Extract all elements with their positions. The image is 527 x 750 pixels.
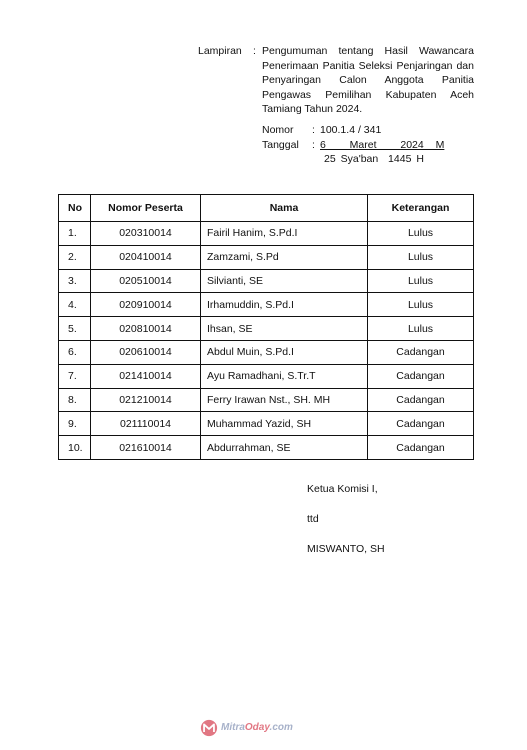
hijri-date: 25 Sya'ban 1445 H xyxy=(324,153,424,165)
table-row xyxy=(59,412,474,436)
cell-nomor-peserta: 021210014 xyxy=(91,388,201,412)
nomor-label: Nomor xyxy=(262,124,294,136)
cell-nama: Ayu Ramadhani, S.Tr.T xyxy=(201,364,368,388)
cell-keterangan: Cadangan xyxy=(368,436,474,460)
table-row xyxy=(59,269,474,293)
cell-nama: Zamzami, S.Pd xyxy=(201,245,368,269)
tanggal-label: Tanggal xyxy=(262,138,299,151)
watermark-brand-part2: Oday xyxy=(244,722,270,733)
header-no: No xyxy=(59,195,91,222)
cell-no: 9. xyxy=(59,412,91,436)
table-row xyxy=(59,388,474,412)
cell-nomor-peserta: 020310014 xyxy=(91,222,201,246)
cell-no: 5. xyxy=(59,317,91,341)
cell-no: 6. xyxy=(59,340,91,364)
table-row xyxy=(59,317,474,341)
cell-no: 3. xyxy=(59,269,91,293)
cell-no: 7. xyxy=(59,364,91,388)
watermark-brand xyxy=(221,723,293,733)
cell-keterangan: Lulus xyxy=(368,293,474,317)
nomor-value: 100.1.4 / 341 xyxy=(320,124,382,136)
cell-nama: Abdul Muin, S.Pd.I xyxy=(201,340,368,364)
watermark-brand-part1: Mitra xyxy=(221,722,245,733)
cell-nama: Muhammad Yazid, SH xyxy=(201,412,368,436)
watermark xyxy=(200,719,293,737)
lampiran-label: Lampiran xyxy=(198,45,242,57)
cell-nama: Fairil Hanim, S.Pd.I xyxy=(201,222,368,246)
cell-nomor-peserta: 020610014 xyxy=(91,340,201,364)
cell-nama: Silvianti, SE xyxy=(201,269,368,293)
nomor-colon: : xyxy=(312,124,315,136)
cell-nama: Ferry Irawan Nst., SH. MH xyxy=(201,388,368,412)
cell-nomor-peserta: 021110014 xyxy=(91,412,201,436)
lampiran-colon: : xyxy=(253,45,256,57)
cell-keterangan: Cadangan xyxy=(368,412,474,436)
cell-nama: Ihsan, SE xyxy=(201,317,368,341)
table-row xyxy=(59,245,474,269)
lampiran-text: Pengumuman tentang Hasil Wawancara Penerimaan Panitia Seleksi Penjaringan dan Penyaringan Calon Anggota Panitia Pengawas Pemilihan Kabupaten Aceh Tamiang Tahun 2024. xyxy=(262,45,474,115)
cell-nomor-peserta: 020910014 xyxy=(91,293,201,317)
cell-keterangan: Lulus xyxy=(368,245,474,269)
cell-no: 2. xyxy=(59,245,91,269)
cell-nomor-peserta: 021610014 xyxy=(91,436,201,460)
table-row xyxy=(59,340,474,364)
cell-no: 8. xyxy=(59,388,91,412)
table-row xyxy=(59,436,474,460)
table-row xyxy=(59,293,474,317)
cell-keterangan: Cadangan xyxy=(368,388,474,412)
cell-nama: Abdurrahman, SE xyxy=(201,436,368,460)
cell-keterangan: Lulus xyxy=(368,222,474,246)
mitra-logo-icon xyxy=(200,719,218,737)
cell-no: 4. xyxy=(59,293,91,317)
signature-ttd: ttd xyxy=(307,513,319,525)
cell-keterangan: Lulus xyxy=(368,317,474,341)
tanggal-value: 6 Maret 2024 M xyxy=(320,138,445,151)
header-nama: Nama xyxy=(201,195,368,222)
signature-title: Ketua Komisi I, xyxy=(307,483,378,495)
nomor-tanggal-block xyxy=(262,123,444,152)
cell-keterangan: Cadangan xyxy=(368,340,474,364)
header-keterangan: Keterangan xyxy=(368,195,474,222)
cell-no: 10. xyxy=(59,436,91,460)
cell-keterangan: Cadangan xyxy=(368,364,474,388)
header-nomor-peserta: Nomor Peserta xyxy=(91,195,201,222)
table-row xyxy=(59,222,474,246)
watermark-brand-suffix: .com xyxy=(269,722,293,733)
cell-nomor-peserta: 021410014 xyxy=(91,364,201,388)
cell-nomor-peserta: 020410014 xyxy=(91,245,201,269)
cell-nomor-peserta: 020810014 xyxy=(91,317,201,341)
cell-no: 1. xyxy=(59,222,91,246)
results-table xyxy=(58,194,474,460)
cell-nomor-peserta: 020510014 xyxy=(91,269,201,293)
lampiran-block xyxy=(198,44,474,117)
cell-keterangan: Lulus xyxy=(368,269,474,293)
cell-nama: Irhamuddin, S.Pd.I xyxy=(201,293,368,317)
signature-name: MISWANTO, SH xyxy=(307,543,385,555)
table-header-row xyxy=(59,195,474,222)
table-row xyxy=(59,364,474,388)
tanggal-colon: : xyxy=(312,138,315,151)
